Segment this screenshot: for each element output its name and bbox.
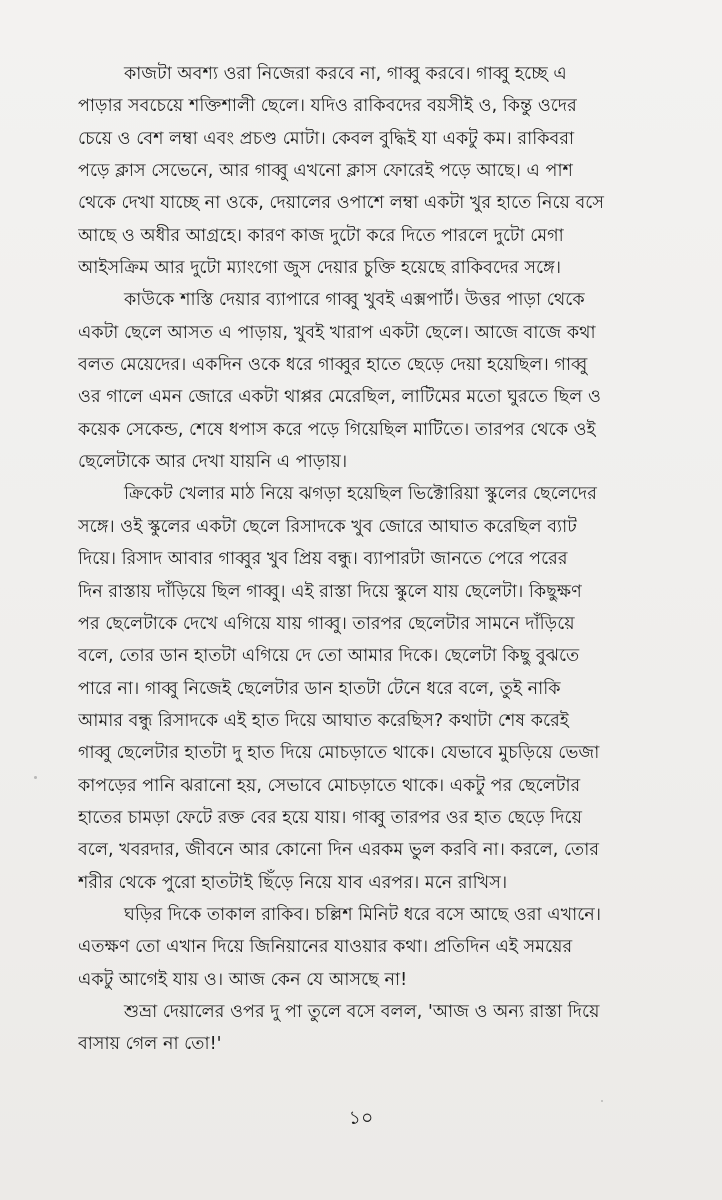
text-line: গাব্বু ছেলেটার হাতটা দু হাত দিয়ে মোচড়াতে থাকে। যেভাবে মুচড়িয়ে ভেজা [78, 743, 600, 764]
text-line: বলে, তোর ডান হাতটা এগিয়ে দে তো আমার দিকে। ছেলেটা কিছু বুঝতে [78, 646, 580, 667]
text-line: পর ছেলেটাকে দেখে এগিয়ে যায় গাব্বু। তারপর ছেলেটার সামনে দাঁড়িয়ে [78, 613, 575, 634]
text-line: বাসায় গেল না তো!' [78, 1034, 222, 1055]
text-line: বলে, খবরদার, জীবনে আর কোনো দিন এরকম ভুল করবি না। করলে, তোর [78, 840, 599, 861]
text-line: দিন রাস্তায় দাঁড়িয়ে ছিল গাব্বু। এই রাস্তা দিয়ে স্কুলে যায় ছেলেটা। কিছুক্ষণ [78, 581, 582, 602]
paragraph-2 [78, 284, 678, 478]
page-number: ১০ [348, 1107, 374, 1129]
text-line: কয়েক সেকেন্ড, শেষে ধপাস করে পড়ে গিয়েছিল মাটিতে। তারপর থেকে ওই [78, 419, 596, 440]
text-line: ক্রিকেট খেলার মাঠ নিয়ে ঝগড়া হয়েছিল ভিক্টোরিয়া স্কুলের ছেলেদের [124, 484, 597, 505]
scan-speck [34, 776, 37, 779]
text-line: ঘড়ির দিকে তাকাল রাকিব। চল্লিশ মিনিট ধরে বসে আছে ওরা এখানে। [124, 904, 602, 925]
text-line: ওর গালে এমন জোরে একটা থাপ্পর মেরেছিল, লাটিমের মতো ঘুরতে ছিল ও [78, 387, 601, 408]
text-line: একটা ছেলে আসত এ পাড়ায়, খুবই খারাপ একটা ছেলে। আজে বাজে কথা [78, 322, 596, 343]
text-line: শুভ্রা দেয়ালের ওপর দু পা তুলে বসে বলল, 'আজ ও অন্য রাস্তা দিয়ে [124, 1001, 600, 1022]
text-line: পারে না। গাব্বু নিজেই ছেলেটার ডান হাতটা টেনে ধরে বলে, তুই নাকি [78, 678, 561, 699]
text-line: এতক্ষণ তো এখান দিয়ে জিনিয়ানের যাওয়ার কথা। প্রতিদিন এই সময়ের [78, 937, 573, 958]
text-line: থেকে দেখা যাচ্ছে না ওকে, দেয়ালের ওপাশে লম্বা একটা খুর হাতে নিয়ে বসে [78, 193, 604, 214]
text-line: একটু আগেই যায় ও। আজ কেন যে আসছে না! [78, 969, 408, 990]
text-line: বলত মেয়েদের। একদিন ওকে ধরে গাব্বুর হাতে ছেড়ে দেয়া হয়েছিল। গাব্বু [78, 355, 588, 376]
text-line: সঙ্গে। ওই স্কুলের একটা ছেলে রিসাদকে খুব জোরে আঘাত করেছিল ব্যাট [78, 516, 577, 537]
text-line: আছে ও অধীর আগ্রহে। কারণ কাজ দুটো করে দিতে পারলে দুটো মেগা [78, 225, 564, 246]
text-line: কাপড়ের পানি ঝরানো হয়, সেভাবে মোচড়াতে থাকে। একটু পর ছেলেটার [78, 775, 581, 796]
text-line: আইসক্রিম আর দুটো ম্যাংগো জুস দেয়ার চুক্তি হয়েছে রাকিবদের সঙ্গে। [78, 258, 562, 279]
text-line: শরীর থেকে পুরো হাতটাই ছিঁড়ে নিয়ে যাব এরপর। মনে রাখিস। [78, 872, 508, 893]
paragraph-5 [78, 996, 678, 1061]
text-line: দিয়ে। রিসাদ আবার গাব্বুর খুব প্রিয় বন্ধু। ব্যাপারটা জানতে পেরে পরের [78, 549, 568, 570]
body-text [78, 58, 678, 1061]
text-line: হাতের চামড়া ফেটে রক্ত বের হয়ে যায়। গাব্বু তারপর ওর হাত ছেড়ে দিয়ে [78, 807, 582, 828]
text-line: ছেলেটাকে আর দেখা যায়নি এ পাড়ায়। [78, 452, 348, 473]
scan-speck [601, 1100, 603, 1102]
text-line: পড়ে ক্লাস সেভেনে, আর গাব্বু এখনো ক্লাস ফোরেই পড়ে আছে। এ পাশ [78, 161, 573, 182]
paragraph-4 [78, 899, 678, 996]
paragraph-3 [78, 478, 678, 898]
text-line: কাজটা অবশ্য ওরা নিজেরা করবে না, গাব্বু করবে। গাব্বু হচ্ছে এ [124, 64, 567, 84]
text-line: পাড়ার সবচেয়ে শক্তিশালী ছেলে। যদিও রাকিবদের বয়সীই ও, কিন্তু ওদের [78, 96, 577, 117]
text-line: কাউকে শাস্তি দেয়ার ব্যাপারে গাব্বু খুবই এক্সপার্ট। উত্তর পাড়া থেকে [124, 290, 585, 311]
text-line: চেয়ে ও বেশ লম্বা এবং প্রচণ্ড মোটা। কেবল বুদ্ধিই যা একটু কম। রাকিবরা [78, 128, 575, 149]
text-line: আমার বন্ধু রিসাদকে এই হাত দিয়ে আঘাত করেছিস? কথাটা শেষ করেই [78, 710, 569, 731]
paragraph-1 [78, 58, 678, 284]
